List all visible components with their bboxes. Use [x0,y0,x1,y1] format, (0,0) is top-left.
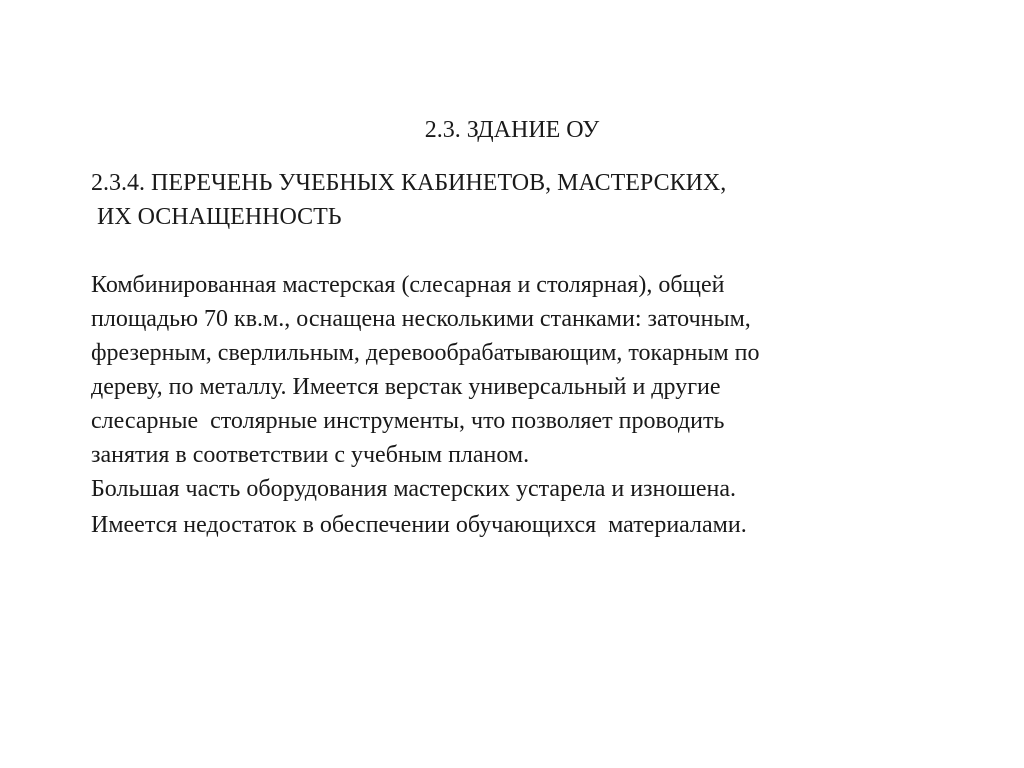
section-heading [91,166,951,234]
body-text-line: фрезерным, сверлильным, деревообрабатывающим, токарным по [91,340,760,366]
section-heading-line: 2.3.4. ПЕРЕЧЕНЬ УЧЕБНЫХ КАБИНЕТОВ, МАСТЕРСКИХ, [91,170,727,196]
body-text-line: дереву, по металлу. Имеется верстак универсальный и другие [91,374,721,400]
body-text-line: Комбинированная мастерская (слесарная и столярная), общей [91,272,725,298]
slide-title: 2.3. ЗДАНИЕ ОУ [424,117,600,143]
section-heading-line: ИХ ОСНАЩЕННОСТЬ [91,204,342,230]
body-text-line: Большая часть оборудования мастерских устарела и изношена. [91,476,736,502]
body-text-line: площадью 70 кв.м., оснащена несколькими станками: заточным, [91,306,751,332]
body-text-line: слесарные столярные инструменты, что позволяет проводить [91,408,725,434]
body-text-line: занятия в соответствии с учебным планом. [91,442,530,468]
body-text [91,268,971,542]
body-text-line: Имеется недостаток в обеспечении обучающихся материалами. [91,512,747,538]
